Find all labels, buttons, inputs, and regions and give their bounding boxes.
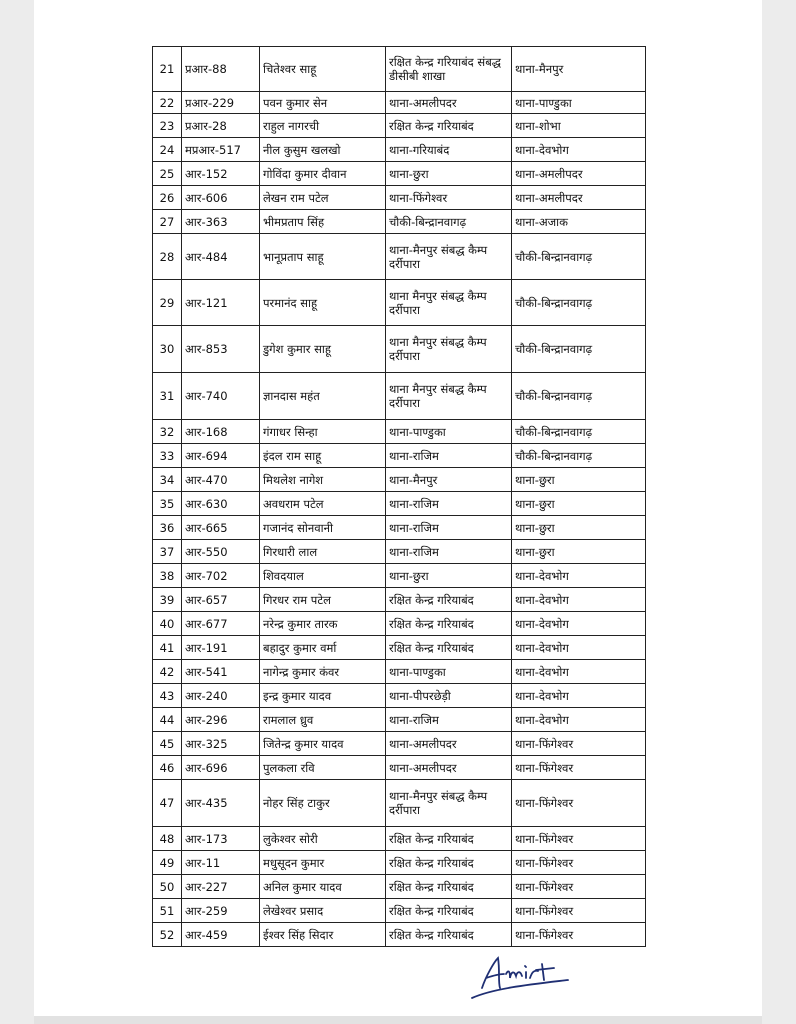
name-cell: नरेन्द्र कुमार तारक: [260, 612, 386, 635]
current-posting-cell: रक्षित केन्द्र गरियाबंद: [386, 636, 512, 659]
serial-number-cell: 41: [153, 636, 182, 659]
table-row: [152, 899, 646, 923]
name-cell: लुकेश्वर सोरी: [260, 827, 386, 850]
table-row: [152, 114, 646, 138]
current-posting-cell: थाना-राजिम: [386, 708, 512, 731]
current-posting-cell: थाना-पाण्डुका: [386, 420, 512, 443]
table-row: [152, 875, 646, 899]
current-posting-cell: थाना-पीपरछेड़ी: [386, 684, 512, 707]
name-cell: पवन कुमार सेन: [260, 92, 386, 113]
serial-number-cell: 46: [153, 756, 182, 779]
current-posting-cell: थाना-राजिम: [386, 540, 512, 563]
new-posting-cell: थाना-फिंगेश्वर: [512, 732, 646, 755]
new-posting-cell: थाना-देवभोग: [512, 660, 646, 683]
serial-number-cell: 44: [153, 708, 182, 731]
new-posting-cell: थाना-फिंगेश्वर: [512, 851, 646, 874]
transfer-table: [152, 46, 646, 947]
table-row: [152, 468, 646, 492]
name-cell: शिवदयाल: [260, 564, 386, 587]
serial-number-cell: 33: [153, 444, 182, 467]
name-cell: बहादुर कुमार वर्मा: [260, 636, 386, 659]
name-cell: गंगाधर सिन्हा: [260, 420, 386, 443]
rank-number-cell: आर-541: [182, 660, 260, 683]
serial-number-cell: 21: [153, 47, 182, 91]
table-row: [152, 660, 646, 684]
rank-number-cell: आर-325: [182, 732, 260, 755]
new-posting-cell: थाना-छुरा: [512, 468, 646, 491]
current-posting-cell: रक्षित केन्द्र गरियाबंद: [386, 612, 512, 635]
serial-number-cell: 25: [153, 162, 182, 185]
serial-number-cell: 38: [153, 564, 182, 587]
table-row: [152, 780, 646, 827]
rank-number-cell: आर-696: [182, 756, 260, 779]
name-cell: इंदल राम साहू: [260, 444, 386, 467]
current-posting-cell: रक्षित केन्द्र गरियाबंद संबद्ध डीसीबी शाखा: [386, 47, 512, 91]
table-row: [152, 564, 646, 588]
name-cell: गिरधारी लाल: [260, 540, 386, 563]
rank-number-cell: आर-259: [182, 899, 260, 922]
table-row: [152, 756, 646, 780]
new-posting-cell: थाना-फिंगेश्वर: [512, 780, 646, 826]
rank-number-cell: प्रआर-88: [182, 47, 260, 91]
name-cell: रामलाल ध्रुव: [260, 708, 386, 731]
new-posting-cell: थाना-देवभोग: [512, 708, 646, 731]
name-cell: राहुल नागरची: [260, 114, 386, 137]
name-cell: नोहर सिंह टाकुर: [260, 780, 386, 826]
current-posting-cell: थाना-छुरा: [386, 162, 512, 185]
name-cell: मिथलेश नागेश: [260, 468, 386, 491]
name-cell: गिरधर राम पटेल: [260, 588, 386, 611]
table-row: [152, 92, 646, 114]
rank-number-cell: आर-694: [182, 444, 260, 467]
table-row: [152, 326, 646, 373]
table-row: [152, 708, 646, 732]
current-posting-cell: थाना-फिंगेश्वर: [386, 186, 512, 209]
new-posting-cell: चौकी-बिन्द्रानवागढ़: [512, 326, 646, 372]
current-posting-cell: थाना-अमलीपदर: [386, 756, 512, 779]
table-row: [152, 588, 646, 612]
serial-number-cell: 27: [153, 210, 182, 233]
current-posting-cell: थाना-मैनपुर संबद्ध कैम्प दर्रीपारा: [386, 234, 512, 279]
current-posting-cell: थाना-राजिम: [386, 492, 512, 515]
serial-number-cell: 36: [153, 516, 182, 539]
serial-number-cell: 29: [153, 280, 182, 325]
table-row: [152, 516, 646, 540]
new-posting-cell: थाना-छुरा: [512, 492, 646, 515]
current-posting-cell: थाना-मैनपुर: [386, 468, 512, 491]
serial-number-cell: 34: [153, 468, 182, 491]
current-posting-cell: थाना-छुरा: [386, 564, 512, 587]
table-row: [152, 162, 646, 186]
current-posting-cell: रक्षित केन्द्र गरियाबंद: [386, 588, 512, 611]
serial-number-cell: 52: [153, 923, 182, 946]
table-row: [152, 684, 646, 708]
rank-number-cell: आर-665: [182, 516, 260, 539]
new-posting-cell: थाना-मैनपुर: [512, 47, 646, 91]
name-cell: पुलकला रवि: [260, 756, 386, 779]
rank-number-cell: आर-459: [182, 923, 260, 946]
new-posting-cell: थाना-फिंगेश्वर: [512, 827, 646, 850]
serial-number-cell: 48: [153, 827, 182, 850]
serial-number-cell: 51: [153, 899, 182, 922]
table-row: [152, 234, 646, 280]
name-cell: अवधराम पटेल: [260, 492, 386, 515]
serial-number-cell: 45: [153, 732, 182, 755]
name-cell: जितेन्द्र कुमार यादव: [260, 732, 386, 755]
current-posting-cell: थाना-मैनपुर संबद्ध कैम्प दर्रीपारा: [386, 780, 512, 826]
name-cell: भीमप्रताप सिंह: [260, 210, 386, 233]
current-posting-cell: थाना मैनपुर संबद्ध कैम्प दर्रीपारा: [386, 280, 512, 325]
name-cell: डुगेश कुमार साहू: [260, 326, 386, 372]
signature: [464, 948, 584, 1002]
name-cell: चितेश्वर साहू: [260, 47, 386, 91]
current-posting-cell: रक्षित केन्द्र गरियाबंद: [386, 875, 512, 898]
name-cell: मधुसूदन कुमार: [260, 851, 386, 874]
table-row: [152, 280, 646, 326]
current-posting-cell: थाना-अमलीपदर: [386, 92, 512, 113]
serial-number-cell: 24: [153, 138, 182, 161]
new-posting-cell: थाना-फिंगेश्वर: [512, 923, 646, 946]
new-posting-cell: थाना-देवभोग: [512, 138, 646, 161]
rank-number-cell: आर-740: [182, 373, 260, 419]
current-posting-cell: थाना-राजिम: [386, 444, 512, 467]
new-posting-cell: चौकी-बिन्द्रानवागढ़: [512, 444, 646, 467]
serial-number-cell: 37: [153, 540, 182, 563]
rank-number-cell: आर-853: [182, 326, 260, 372]
rank-number-cell: आर-435: [182, 780, 260, 826]
serial-number-cell: 39: [153, 588, 182, 611]
rank-number-cell: आर-550: [182, 540, 260, 563]
name-cell: भानूप्रताप साहू: [260, 234, 386, 279]
rank-number-cell: आर-677: [182, 612, 260, 635]
current-posting-cell: चौकी-बिन्द्रानवागढ़: [386, 210, 512, 233]
serial-number-cell: 31: [153, 373, 182, 419]
new-posting-cell: चौकी-बिन्द्रानवागढ़: [512, 420, 646, 443]
name-cell: लेखेश्वर प्रसाद: [260, 899, 386, 922]
current-posting-cell: थाना-अमलीपदर: [386, 732, 512, 755]
table-row: [152, 373, 646, 420]
current-posting-cell: थाना-राजिम: [386, 516, 512, 539]
table-row: [152, 851, 646, 875]
rank-number-cell: आर-363: [182, 210, 260, 233]
rank-number-cell: आर-470: [182, 468, 260, 491]
rank-number-cell: आर-657: [182, 588, 260, 611]
rank-number-cell: मप्रआर-517: [182, 138, 260, 161]
name-cell: नील कुसुम खलखो: [260, 138, 386, 161]
new-posting-cell: थाना-देवभोग: [512, 588, 646, 611]
name-cell: लेखन राम पटेल: [260, 186, 386, 209]
new-posting-cell: थाना-देवभोग: [512, 612, 646, 635]
table-row: [152, 732, 646, 756]
name-cell: ईश्वर सिंह सिदार: [260, 923, 386, 946]
new-posting-cell: थाना-अमलीपदर: [512, 162, 646, 185]
name-cell: अनिल कुमार यादव: [260, 875, 386, 898]
serial-number-cell: 26: [153, 186, 182, 209]
rank-number-cell: आर-484: [182, 234, 260, 279]
current-posting-cell: थाना मैनपुर संबद्ध कैम्प दर्रीपारा: [386, 326, 512, 372]
rank-number-cell: प्रआर-229: [182, 92, 260, 113]
new-posting-cell: थाना-देवभोग: [512, 564, 646, 587]
new-posting-cell: चौकी-बिन्द्रानवागढ़: [512, 373, 646, 419]
rank-number-cell: आर-152: [182, 162, 260, 185]
rank-number-cell: आर-227: [182, 875, 260, 898]
rank-number-cell: आर-121: [182, 280, 260, 325]
current-posting-cell: थाना-पाण्डुका: [386, 660, 512, 683]
current-posting-cell: रक्षित केन्द्र गरियाबंद: [386, 923, 512, 946]
table-row: [152, 923, 646, 947]
rank-number-cell: आर-630: [182, 492, 260, 515]
new-posting-cell: थाना-अजाक: [512, 210, 646, 233]
current-posting-cell: रक्षित केन्द्र गरियाबंद: [386, 899, 512, 922]
serial-number-cell: 43: [153, 684, 182, 707]
rank-number-cell: आर-296: [182, 708, 260, 731]
serial-number-cell: 42: [153, 660, 182, 683]
table-row: [152, 210, 646, 234]
table-row: [152, 444, 646, 468]
rank-number-cell: आर-11: [182, 851, 260, 874]
table-row: [152, 46, 646, 92]
name-cell: ज्ञानदास महंत: [260, 373, 386, 419]
name-cell: गजानंद सोनवानी: [260, 516, 386, 539]
page-edge: [34, 1016, 762, 1024]
table-row: [152, 827, 646, 851]
new-posting-cell: चौकी-बिन्द्रानवागढ़: [512, 280, 646, 325]
rank-number-cell: आर-240: [182, 684, 260, 707]
rank-number-cell: आर-702: [182, 564, 260, 587]
new-posting-cell: थाना-देवभोग: [512, 636, 646, 659]
new-posting-cell: थाना-शोभा: [512, 114, 646, 137]
name-cell: नागेन्द्र कुमार कंवर: [260, 660, 386, 683]
serial-number-cell: 35: [153, 492, 182, 515]
new-posting-cell: थाना-छुरा: [512, 516, 646, 539]
table-row: [152, 636, 646, 660]
new-posting-cell: थाना-फिंगेश्वर: [512, 875, 646, 898]
current-posting-cell: थाना मैनपुर संबद्ध कैम्प दर्रीपारा: [386, 373, 512, 419]
serial-number-cell: 22: [153, 92, 182, 113]
new-posting-cell: थाना-देवभोग: [512, 684, 646, 707]
current-posting-cell: रक्षित केन्द्र गरियाबंद: [386, 851, 512, 874]
table-row: [152, 420, 646, 444]
new-posting-cell: थाना-फिंगेश्वर: [512, 756, 646, 779]
serial-number-cell: 50: [153, 875, 182, 898]
new-posting-cell: थाना-छुरा: [512, 540, 646, 563]
table-row: [152, 138, 646, 162]
name-cell: इन्द्र कुमार यादव: [260, 684, 386, 707]
new-posting-cell: थाना-फिंगेश्वर: [512, 899, 646, 922]
rank-number-cell: प्रआर-28: [182, 114, 260, 137]
rank-number-cell: आर-173: [182, 827, 260, 850]
name-cell: गोविंदा कुमार दीवान: [260, 162, 386, 185]
serial-number-cell: 32: [153, 420, 182, 443]
name-cell: परमानंद साहू: [260, 280, 386, 325]
current-posting-cell: रक्षित केन्द्र गरियाबंद: [386, 827, 512, 850]
serial-number-cell: 47: [153, 780, 182, 826]
serial-number-cell: 28: [153, 234, 182, 279]
current-posting-cell: थाना-गरियाबंद: [386, 138, 512, 161]
new-posting-cell: थाना-पाण्डुका: [512, 92, 646, 113]
rank-number-cell: आर-191: [182, 636, 260, 659]
table-row: [152, 612, 646, 636]
new-posting-cell: चौकी-बिन्द्रानवागढ़: [512, 234, 646, 279]
rank-number-cell: आर-606: [182, 186, 260, 209]
table-row: [152, 540, 646, 564]
new-posting-cell: थाना-अमलीपदर: [512, 186, 646, 209]
rank-number-cell: आर-168: [182, 420, 260, 443]
current-posting-cell: रक्षित केन्द्र गरियाबंद: [386, 114, 512, 137]
serial-number-cell: 23: [153, 114, 182, 137]
serial-number-cell: 30: [153, 326, 182, 372]
serial-number-cell: 40: [153, 612, 182, 635]
table-row: [152, 186, 646, 210]
table-row: [152, 492, 646, 516]
serial-number-cell: 49: [153, 851, 182, 874]
